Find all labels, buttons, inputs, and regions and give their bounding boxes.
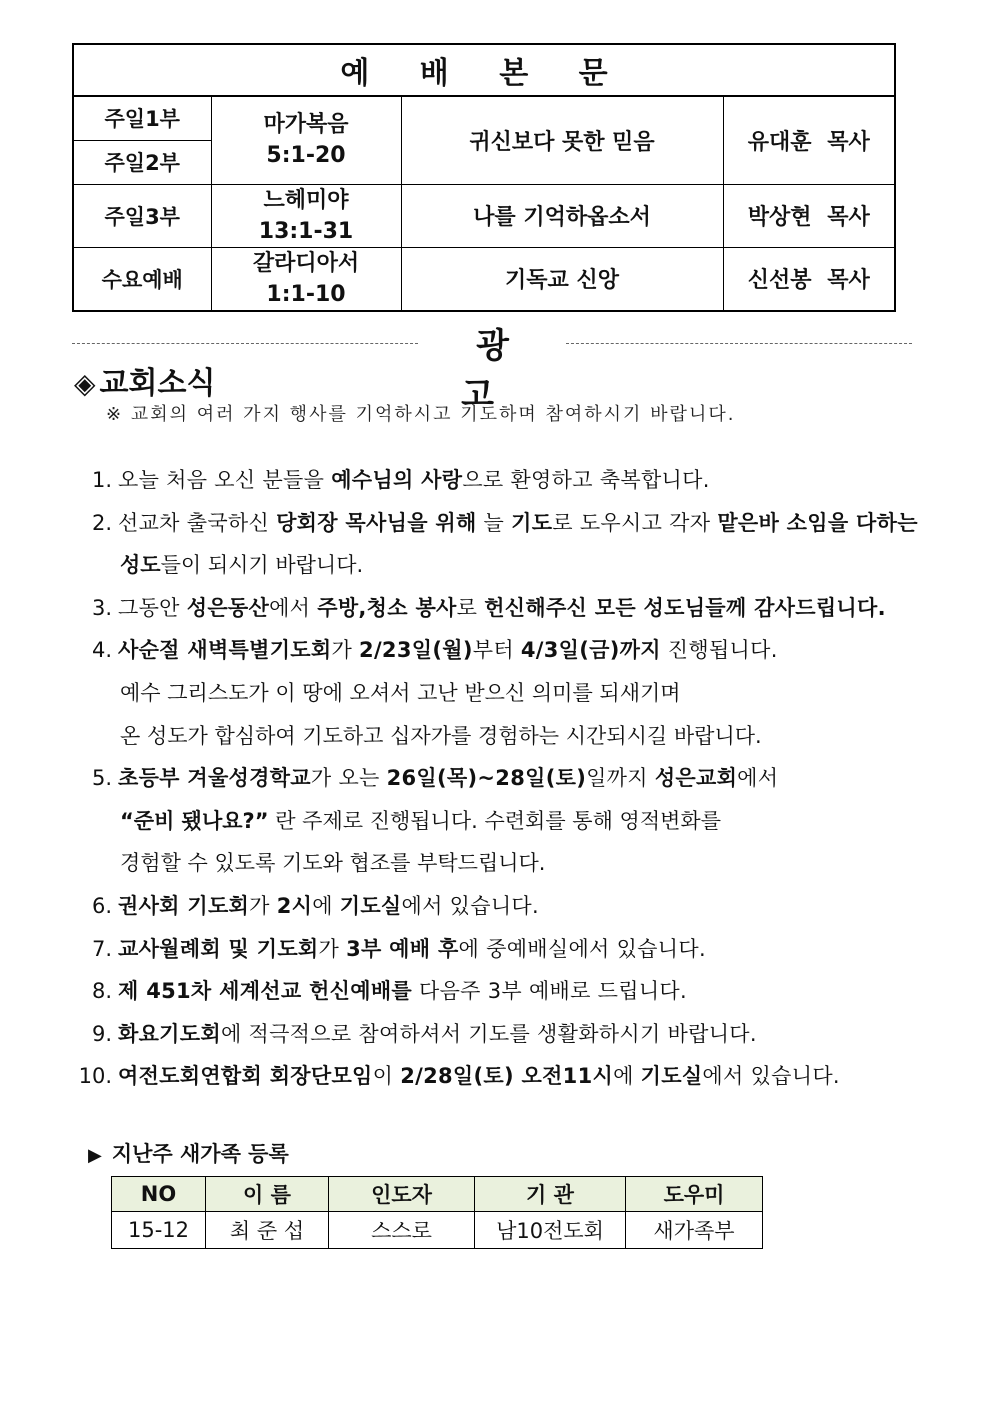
announcement-number: 2. [91, 510, 112, 535]
announcement-number: 4. [91, 638, 112, 663]
announcement-continuation [0, 673, 992, 716]
announcement-text: 제 451차 세계선교 헌신예배를 다음주 3부 예배로 드립니다. [118, 979, 687, 1004]
scripture-reference: 마가복음 5:1-20 [211, 96, 401, 184]
announcement-list [0, 460, 992, 1099]
table-header-row [112, 1177, 763, 1212]
announcement-number: 5. [91, 766, 112, 791]
announcement-continuation [0, 716, 992, 759]
announcement-item [0, 758, 992, 801]
announcement-continuation [0, 843, 992, 886]
preacher-name: 박상현 목사 [723, 184, 895, 247]
column-header: 도우미 [626, 1177, 763, 1212]
announcement-text: “준비 됐나요?” 란 주제로 진행됩니다. 수련회를 통해 영적변화를 [120, 808, 721, 833]
announcement-number: 9. [91, 1021, 112, 1046]
announcement-text: 온 성도가 합심하여 기도하고 십자가를 경험하는 시간되시길 바랍니다. [120, 723, 762, 748]
announcement-text: 선교차 출국하신 당회장 목사님을 위해 늘 기도로 도우시고 각자 맡은바 소임을 다하는 [118, 510, 918, 535]
announcement-text: 경험할 수 있도록 기도와 협조를 부탁드립니다. [120, 851, 546, 876]
service-name: 주일2부 [73, 140, 211, 184]
sermon-table-title: 예 배 본 문 [73, 44, 895, 96]
announcement-number: 7. [91, 936, 112, 961]
divider-right [566, 343, 912, 344]
announcement-number: 3. [91, 595, 112, 620]
preacher-name: 신선봉 목사 [723, 247, 895, 311]
column-header: 기 관 [475, 1177, 626, 1212]
service-name: 주일1부 [73, 96, 211, 140]
table-cell: 새가족부 [626, 1212, 763, 1249]
table-cell: 최 준 섭 [206, 1212, 329, 1249]
announcement-item [0, 886, 992, 929]
divider-left [72, 343, 418, 344]
column-header: NO [112, 1177, 206, 1212]
announcement-text: 초등부 겨울성경학교가 오는 26일(목)~28일(토)일까지 성은교회에서 [118, 766, 779, 791]
diamond-icon: ◈ [74, 367, 96, 400]
announcement-text: 여전도회연합회 회장단모임이 2/28일(토) 오전11시에 기도실에서 있습니다. [118, 1064, 840, 1089]
sermon-title: 기독교 신앙 [401, 247, 723, 311]
announcement-text: 그동안 성은동산에서 주방,청소 봉사로 헌신해주신 모든 성도님들께 감사드립니다. [118, 595, 886, 620]
triangle-right-icon: ▶ [88, 1145, 102, 1166]
sermon-title: 귀신보다 못한 믿음 [401, 96, 723, 184]
table-cell: 15-12 [112, 1212, 206, 1249]
announcement-text: 화요기도회에 적극적으로 참여하셔서 기도를 생활화하시기 바랍니다. [118, 1021, 757, 1046]
column-header: 인도자 [329, 1177, 475, 1212]
ad-title: 광고 [461, 326, 539, 415]
new-family-heading: ▶ 지난주 새가족 등록 [88, 1142, 289, 1166]
announcement-number: 10. [78, 1064, 112, 1089]
preacher-name: 유대훈 목사 [723, 96, 895, 184]
announcement-item [0, 1056, 992, 1099]
table-row [112, 1212, 763, 1249]
announcement-item [0, 929, 992, 972]
announcement-continuation [0, 801, 992, 844]
announcement-text: 성도들이 되시기 바랍니다. [120, 553, 364, 578]
table-cell: 스스로 [329, 1212, 475, 1249]
news-heading: ◈ 교회소식 [74, 366, 216, 401]
sermon-title: 나를 기억하옵소서 [401, 184, 723, 247]
announcement-item [0, 503, 992, 546]
new-family-table [111, 1176, 763, 1249]
announcement-number: 6. [91, 893, 112, 918]
announcement-text: 사순절 새벽특별기도회가 2/23일(월)부터 4/3일(금)까지 진행됩니다. [118, 638, 778, 663]
announcement-item [0, 971, 992, 1014]
announcement-continuation [0, 545, 992, 588]
service-name: 주일3부 [73, 184, 211, 247]
scripture-reference: 느헤미야 13:1-31 [211, 184, 401, 247]
announcement-item [0, 588, 992, 631]
table-cell: 남10전도회 [475, 1212, 626, 1249]
announcement-text: 예수 그리스도가 이 땅에 오셔서 고난 받으신 의미를 되새기며 [120, 680, 681, 705]
service-name: 수요예배 [73, 247, 211, 311]
news-note: ※ 교회의 여러 가지 행사를 기억하시고 기도하며 참여하시기 바랍니다. [106, 404, 736, 425]
announcement-text: 오늘 처음 오신 분들을 예수님의 사랑으로 환영하고 축복합니다. [118, 468, 710, 492]
announcement-item [0, 460, 992, 503]
announcement-text: 교사월례회 및 기도회가 3부 예배 후에 중예배실에서 있습니다. [118, 936, 706, 961]
announcement-item [0, 630, 992, 673]
announcement-number: 8. [91, 979, 112, 1004]
column-header: 이 름 [206, 1177, 329, 1212]
announcement-text: 권사회 기도회가 2시에 기도실에서 있습니다. [118, 893, 539, 918]
announcement-item [0, 1014, 992, 1057]
sermon-table [72, 43, 896, 312]
announcement-number: 1. [91, 468, 112, 492]
scripture-reference: 갈라디아서 1:1-10 [211, 247, 401, 311]
